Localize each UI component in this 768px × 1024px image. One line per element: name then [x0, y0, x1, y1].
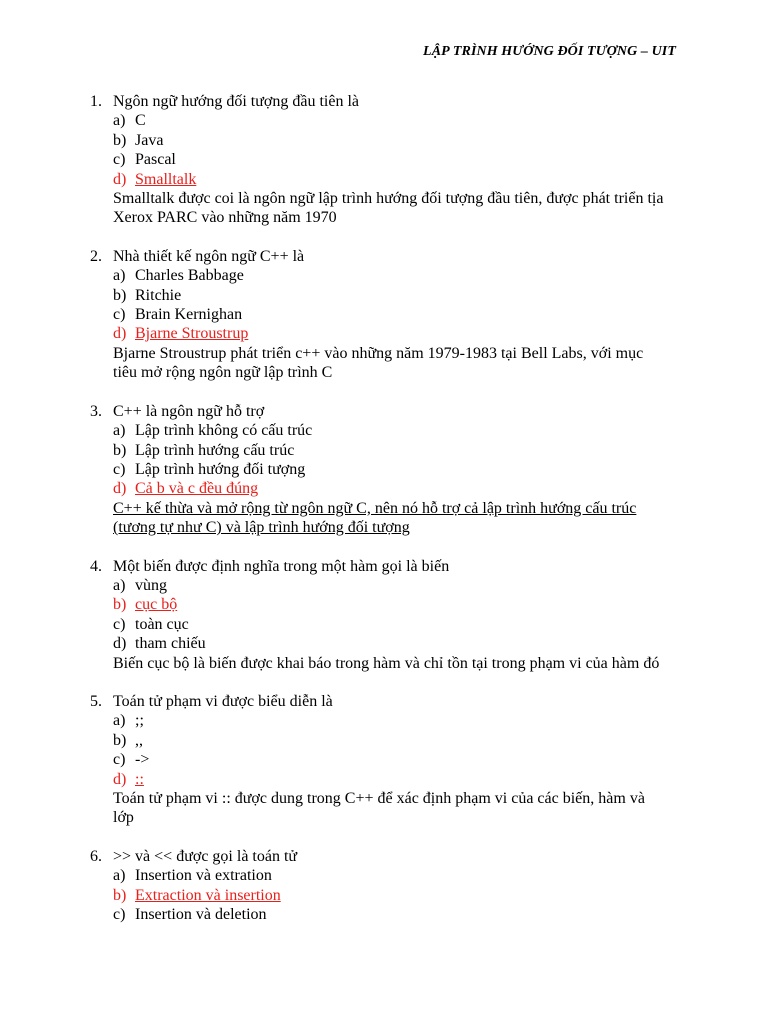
option-label: c): [113, 151, 126, 169]
option-a: [113, 421, 690, 440]
option-d: [113, 634, 690, 653]
explanation-line: C++ kế thừa và mở rộng từ ngôn ngữ C, nên nó hỗ trợ cả lập trình hướng cấu trúc: [113, 499, 637, 517]
option-label: a): [113, 712, 126, 730]
option-c: [113, 305, 690, 324]
question-number: 5.: [90, 692, 102, 710]
option-d-correct-answer: [113, 479, 690, 498]
option-b: [113, 286, 690, 305]
question-text: C++ là ngôn ngữ hỗ trợ: [113, 402, 265, 420]
option-label: c): [113, 460, 126, 478]
option-text: cục bộ: [135, 596, 178, 614]
option-c: [113, 905, 690, 924]
option-text: Pascal: [135, 151, 176, 169]
question-text: Ngôn ngữ hướng đối tượng đầu tiên là: [113, 93, 360, 110]
question-stem: [90, 847, 690, 866]
option-label: d): [113, 480, 127, 498]
explanation-line: Xerox PARC vào những năm 1970: [113, 209, 337, 227]
option-text: vùng: [135, 576, 167, 594]
explanation-line: Biến cục bộ là biến được khai báo trong hàm và chỉ tồn tại trong phạm vi của hàm đó: [113, 654, 660, 672]
option-text: Charles Babbage: [135, 267, 244, 285]
question-4: [90, 557, 690, 673]
question-text: Nhà thiết kế ngôn ngữ C++ là: [113, 247, 305, 265]
option-text: Extraction và insertion: [135, 886, 281, 904]
option-b: [113, 731, 690, 750]
question-5: [90, 692, 690, 828]
option-a: [113, 111, 690, 130]
option-b-correct-answer: [113, 886, 690, 905]
option-label: b): [113, 886, 127, 904]
question-number: 6.: [90, 847, 102, 865]
question-stem: [90, 402, 690, 421]
option-text: Insertion và deletion: [135, 906, 267, 924]
option-c: [113, 615, 690, 634]
option-a: [113, 266, 690, 285]
option-a: [113, 866, 690, 885]
explanation-line: Smalltalk được coi là ngôn ngữ lập trình hướng đối tượng đầu tiên, được phát triển tịa: [113, 190, 664, 208]
option-c: [113, 750, 690, 769]
option-text: tham chiếu: [135, 635, 206, 653]
option-text: toàn cục: [135, 615, 189, 633]
question-stem: [90, 557, 690, 576]
option-label: d): [113, 170, 127, 188]
option-text: ::: [135, 770, 144, 788]
option-label: a): [113, 867, 126, 885]
explanation: [113, 344, 693, 383]
option-label: b): [113, 731, 127, 749]
option-text: C: [135, 112, 146, 130]
question-text: Toán tử phạm vi được biểu diễn là: [113, 692, 333, 710]
option-d-correct-answer: [113, 770, 690, 789]
option-text: Cả b và c đều đúng: [135, 480, 259, 498]
option-text: Lập trình hướng cấu trúc: [135, 441, 295, 459]
option-text: Insertion và extration: [135, 867, 272, 885]
option-b: [113, 441, 690, 460]
option-text: Smalltalk: [135, 170, 197, 188]
option-label: d): [113, 325, 127, 343]
option-label: c): [113, 615, 126, 633]
option-d-correct-answer: [113, 170, 690, 189]
question-stem: [90, 92, 690, 111]
option-c: [113, 460, 690, 479]
explanation-line: lớp: [113, 809, 134, 827]
question-number: 1.: [90, 93, 102, 110]
question-number: 3.: [90, 402, 102, 420]
explanation-line: Toán tử phạm vi :: được dung trong C++ để xác định phạm vi của các biến, hàm và: [113, 790, 645, 807]
question-number: 2.: [90, 247, 102, 265]
question-3: [90, 402, 690, 538]
option-label: a): [113, 112, 126, 130]
option-a: [113, 576, 690, 595]
option-text: Bjarne Stroustrup: [135, 325, 249, 343]
option-label: a): [113, 422, 126, 440]
question-2: [90, 247, 690, 383]
explanation-line: Bjarne Stroustrup phát triển c++ vào những năm 1979-1983 tại Bell Labs, với mục: [113, 344, 644, 362]
option-label: a): [113, 576, 126, 594]
option-label: c): [113, 906, 126, 924]
option-d-correct-answer: [113, 324, 690, 343]
question-stem: [90, 247, 690, 266]
page-header: LẬP TRÌNH HƯỚNG ĐỐI TƯỢNG – UIT: [423, 44, 676, 59]
option-label: d): [113, 770, 127, 788]
question-text: >> và << được gọi là toán tử: [113, 847, 298, 865]
option-text: ->: [135, 751, 150, 769]
option-label: b): [113, 131, 127, 149]
option-text: ,,: [135, 731, 143, 749]
option-label: a): [113, 267, 126, 285]
option-text: Ritchie: [135, 286, 182, 304]
question-6: [90, 847, 690, 925]
option-c: [113, 150, 690, 169]
question-text: Một biến được định nghĩa trong một hàm gọi là biến: [113, 557, 450, 575]
option-b-correct-answer: [113, 595, 690, 614]
option-text: Java: [135, 131, 164, 149]
option-b: [113, 131, 690, 150]
option-label: d): [113, 635, 127, 653]
question-stem: [90, 692, 690, 711]
option-label: c): [113, 751, 126, 769]
explanation: [113, 499, 693, 538]
option-label: b): [113, 441, 127, 459]
option-text: Lập trình không có cấu trúc: [135, 422, 313, 440]
explanation: [113, 789, 693, 828]
explanation: [113, 654, 693, 673]
option-label: c): [113, 306, 126, 324]
question-list: [90, 92, 690, 943]
option-text: Brain Kernighan: [135, 306, 243, 324]
explanation: [113, 189, 693, 228]
explanation-line: tiêu mở rộng ngôn ngữ lập trình C: [113, 364, 333, 382]
explanation-line: (tương tự như C) và lập trình hướng đối tượng: [113, 519, 410, 537]
option-text: ;;: [135, 712, 144, 730]
question-1: [90, 92, 690, 228]
option-text: Lập trình hướng đối tượng: [135, 460, 306, 478]
option-label: b): [113, 286, 127, 304]
option-label: b): [113, 596, 127, 614]
option-a: [113, 711, 690, 730]
question-number: 4.: [90, 557, 102, 575]
